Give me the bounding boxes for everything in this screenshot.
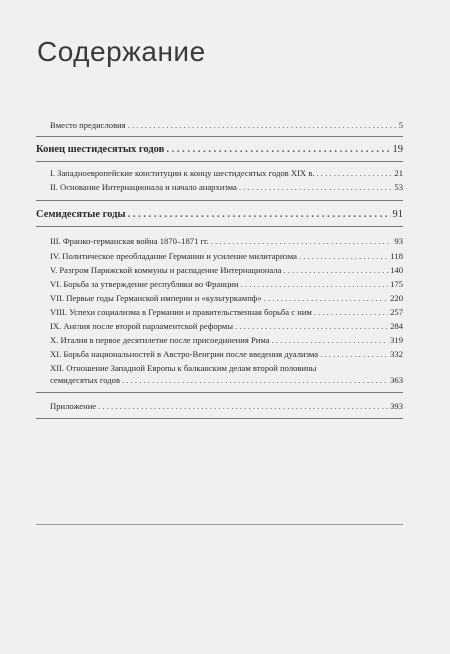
toc-leader-dots: [122, 375, 388, 386]
toc-entry[interactable]: [50, 401, 403, 412]
section-divider: [36, 418, 403, 419]
toc-entry-page: 363: [390, 375, 403, 385]
bottom-divider: [36, 524, 403, 525]
toc-section-label: Семидесятые годы: [36, 209, 126, 220]
toc-entry-label: II. Основание Интернационала и начало анархизма: [50, 182, 237, 192]
toc-entry-page: 93: [394, 236, 403, 246]
toc-entry[interactable]: [50, 182, 403, 193]
toc-entry-label: VII. Первые годы Германской империи и «культуркампф»: [50, 293, 262, 303]
section-divider: [36, 226, 403, 227]
toc-leader-dots: [320, 349, 388, 360]
toc-section-label: Конец шестидесятых годов: [36, 144, 165, 155]
toc-entry-label: VIII. Успехи социализма в Германии и правительственная борьба с ним: [50, 307, 312, 317]
toc-entry-page: 175: [390, 279, 403, 289]
toc-entry-label: семидесятых годов: [50, 375, 121, 385]
toc-entry-page: 332: [390, 349, 403, 359]
toc-entry[interactable]: [50, 321, 403, 332]
toc-entry-page: 284: [390, 321, 403, 331]
toc-leader-dots: [283, 265, 388, 276]
section-divider: [36, 136, 403, 137]
toc-entry-page: 5: [398, 120, 403, 130]
toc-entry-page: 140: [390, 265, 403, 275]
toc-entry-label: X. Италия в первое десятилетие после присоединения Рима: [50, 335, 270, 345]
toc-entry[interactable]: [50, 120, 403, 131]
toc-entry-page: 53: [394, 182, 403, 192]
toc-entry[interactable]: [50, 265, 403, 276]
toc-leader-dots: [272, 335, 389, 346]
toc-entry-page: 257: [390, 307, 403, 317]
toc-leader-dots: [314, 307, 388, 318]
toc-entry[interactable]: [50, 349, 403, 360]
bleed-through-text: [238, 48, 240, 57]
toc-section-page: 91: [392, 209, 403, 220]
toc-entry-label: III. Франко-германская война 1870–1871 гг.: [50, 236, 209, 246]
section-divider: [36, 161, 403, 162]
toc-entry[interactable]: [50, 168, 403, 179]
toc-entry-label: Вместо предисловия: [50, 120, 126, 130]
section-divider: [36, 392, 403, 393]
toc-entry-page: 319: [390, 335, 403, 345]
toc-entry-label: IX. Англия после второй парламентской реформы: [50, 321, 234, 331]
toc-entry-label: Приложение: [50, 401, 97, 411]
toc-leader-dots: [166, 143, 390, 156]
toc-leader-dots: [211, 236, 393, 247]
toc-section[interactable]: [36, 208, 403, 221]
toc-entry-page: 220: [390, 293, 403, 303]
toc-entry-page: 118: [390, 251, 403, 261]
toc-entry[interactable]: [50, 236, 403, 247]
toc-leader-dots: [128, 208, 391, 221]
toc-section[interactable]: [36, 143, 403, 156]
toc-entry[interactable]: [50, 375, 403, 386]
toc-entry-label: V. Разгром Парижской коммуны и распадение Интернационала: [50, 265, 282, 275]
toc-entry-label: VI. Борьба за утверждение республики во Франции: [50, 279, 239, 289]
toc-leader-dots: [317, 168, 393, 179]
toc-entry[interactable]: [50, 335, 403, 346]
toc-leader-dots: [264, 293, 388, 304]
toc-entry-first-line: XII. Отношение Западной Европы к балканским делам второй половины: [50, 363, 317, 373]
toc-leader-dots: [239, 182, 393, 193]
toc-entry[interactable]: [50, 279, 403, 290]
toc-leader-dots: [241, 279, 389, 290]
toc-entry-page: 393: [390, 401, 403, 411]
toc-entry-label: IV. Политическое преобладание Германии и усиление милитаризма: [50, 251, 297, 261]
toc-section-page: 19: [392, 144, 403, 155]
toc-leader-dots: [235, 321, 388, 332]
page-title: Содержание: [37, 36, 206, 67]
toc-entry[interactable]: [50, 307, 403, 318]
toc-leader-dots: [98, 401, 388, 412]
toc-leader-dots: [128, 120, 397, 131]
section-divider: [36, 200, 403, 201]
toc-entry-page: 21: [394, 168, 403, 178]
toc-entry[interactable]: [50, 251, 403, 262]
toc-entry-label: I. Западноевропейские конституции к концу шестидесятых годов XIX в.: [50, 168, 315, 178]
toc-entry[interactable]: [50, 293, 403, 304]
toc-leader-dots: [299, 251, 389, 262]
toc-entry-label: XI. Борьба национальностей в Австро-Венгрии после введения дуализма: [50, 349, 319, 359]
